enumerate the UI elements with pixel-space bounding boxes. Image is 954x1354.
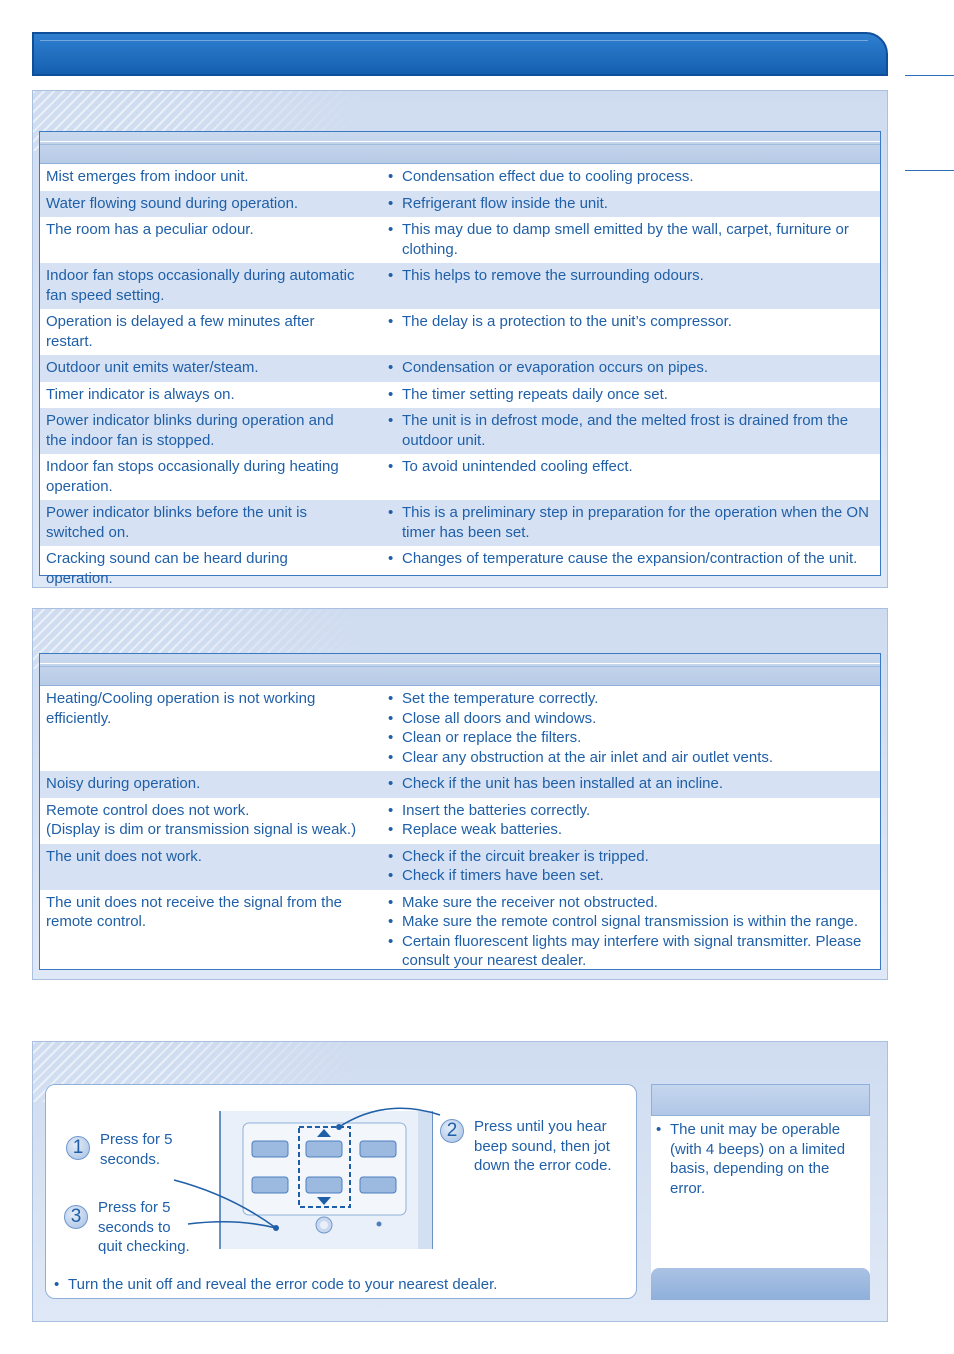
page-header-bar [32, 32, 888, 76]
faq-table-header [40, 132, 880, 164]
cause-cell [360, 220, 880, 259]
cause-bullet: • To avoid unintended cooling effect. [402, 457, 870, 477]
cause-bullet: • The timer setting repeats daily once set. [402, 385, 870, 405]
cause-cell [360, 801, 880, 840]
table-row [40, 454, 880, 500]
table-row [40, 686, 880, 771]
cause-bullet: • The delay is a protection to the unit’s compressor. [402, 312, 870, 332]
error-check-section [32, 1041, 888, 1322]
cause-cell [360, 312, 880, 351]
symptom-cell: Cracking sound can be heard during operation. [46, 550, 288, 587]
cause-bullet: • This helps to remove the surrounding odours. [402, 266, 870, 286]
table-row [40, 309, 880, 355]
symptom-cell: Outdoor unit emits water/steam. [46, 359, 259, 376]
cause-bullet: • Check if the unit has been installed at an incline. [402, 774, 870, 794]
symptom-cell: Power indicator blinks during operation and the indoor fan is stopped. [46, 412, 334, 449]
side-note-text: • The unit may be operable (with 4 beeps) on a limited basis, depending on the error. [670, 1120, 860, 1198]
cause-bullet: timer has been set. [402, 523, 530, 541]
table-row [40, 408, 880, 454]
check-table [39, 653, 881, 970]
cause-bullet: • Clean or replace the filters. [402, 728, 870, 748]
symptom-cell: The unit does not work. [46, 847, 202, 865]
side-note-header [651, 1084, 870, 1116]
cause-bullet: • Check if timers have been set. [402, 866, 870, 886]
table-row [40, 382, 880, 409]
cause-bullet: • Close all doors and windows. [402, 709, 870, 729]
cause-cell [360, 266, 880, 305]
cause-cell [360, 385, 880, 405]
table-row [40, 546, 880, 592]
cause-cell [360, 167, 880, 187]
cause-bullet: • Certain fluorescent lights may interfere with signal transmitter. Please [402, 932, 870, 952]
side-rule-bottom [905, 170, 954, 171]
symptom-cell: The room has a peculiar odour. [46, 221, 254, 238]
cause-bullet: • Condensation or evaporation occurs on pipes. [402, 358, 870, 378]
step-1-number: 1 [66, 1136, 90, 1160]
symptom-cell: The unit does not receive the signal from the remote control. [46, 893, 343, 930]
cause-bullet: • This is a preliminary step in preparation for the operation when the ON [402, 503, 870, 523]
cause-cell [360, 411, 880, 450]
cause-bullet: • Make sure the receiver not obstructed. [402, 893, 870, 913]
cause-bullet: • Changes of temperature cause the expansion/contraction of the unit. [402, 549, 870, 569]
cause-cell [360, 194, 880, 214]
cause-cell [360, 893, 880, 971]
cause-cell [360, 774, 880, 794]
step-2-number: 2 [440, 1119, 464, 1143]
symptom-cell: Power indicator blinks before the unit is switched on. [46, 504, 307, 541]
cause-bullet: • Refrigerant flow inside the unit. [402, 194, 870, 214]
table-row [40, 771, 880, 798]
symptom-cell: Noisy during operation. [46, 775, 201, 792]
table-row [40, 164, 880, 191]
step-3-text: Press for 5 seconds to quit checking. [98, 1199, 190, 1255]
cause-bullet: • Insert the batteries correctly. [402, 801, 870, 821]
cause-cell [360, 358, 880, 378]
symptom-cell: Remote control does not work. (Display is dim or transmission signal is weak.) [46, 801, 357, 838]
faq-table [39, 131, 881, 587]
table-row [40, 217, 880, 263]
cause-bullet: • Replace weak batteries. [402, 820, 870, 840]
cause-bullet: • Set the temperature correctly. [402, 689, 870, 709]
cause-bullet: • Check if the circuit breaker is tripped. [402, 847, 870, 867]
table-row [40, 263, 880, 309]
symptom-cell: Indoor fan stops occasionally during heating operation. [46, 458, 339, 495]
cause-bullet: • This may due to damp smell emitted by the wall, carpet, furniture or [402, 220, 870, 240]
cause-bullet: consult your nearest dealer. [402, 952, 587, 969]
cause-cell [360, 689, 880, 767]
check-table-header [40, 654, 880, 686]
side-note-footer [651, 1268, 870, 1300]
error-check-panel [45, 1084, 637, 1299]
cause-bullet: clothing. [402, 240, 458, 258]
table-row [40, 798, 880, 844]
step-3-number: 3 [64, 1205, 88, 1229]
side-note-box [651, 1084, 870, 1300]
symptom-cell: Indoor fan stops occasionally during automatic fan speed setting. [46, 267, 355, 304]
side-rule-top [905, 75, 954, 76]
table-row [40, 355, 880, 382]
symptom-cell: Mist emerges from indoor unit. [46, 168, 249, 185]
table-row [40, 844, 880, 890]
panel-note: • Turn the unit off and reveal the error code to your nearest dealer. [68, 1275, 497, 1295]
step-2-text: Press until you hear beep sound, then jot down the error code. [474, 1118, 612, 1174]
cause-bullet: • The unit is in defrost mode, and the melted frost is drained from the [402, 411, 870, 431]
table-row [40, 191, 880, 218]
cause-cell [360, 503, 880, 542]
cause-cell [360, 457, 880, 496]
cause-bullet: • Condensation effect due to cooling process. [402, 167, 870, 187]
table-row [40, 890, 880, 975]
cause-cell [360, 847, 880, 886]
cause-bullet: outdoor unit. [402, 431, 486, 449]
symptom-cell: Operation is delayed a few minutes after restart. [46, 313, 315, 350]
symptom-cell: Water flowing sound during operation. [46, 194, 299, 212]
table-row [40, 500, 880, 546]
cause-bullet: • Clear any obstruction at the air inlet and air outlet vents. [402, 748, 870, 768]
check-section [32, 608, 888, 980]
step-1-text: Press for 5 seconds. [100, 1131, 173, 1168]
cause-bullet: • Make sure the remote control signal transmission is within the range. [402, 912, 870, 932]
cause-cell [360, 549, 880, 588]
faq-section [32, 90, 888, 588]
symptom-cell: Timer indicator is always on. [46, 385, 235, 403]
symptom-cell: Heating/Cooling operation is not working efficiently. [46, 690, 316, 727]
